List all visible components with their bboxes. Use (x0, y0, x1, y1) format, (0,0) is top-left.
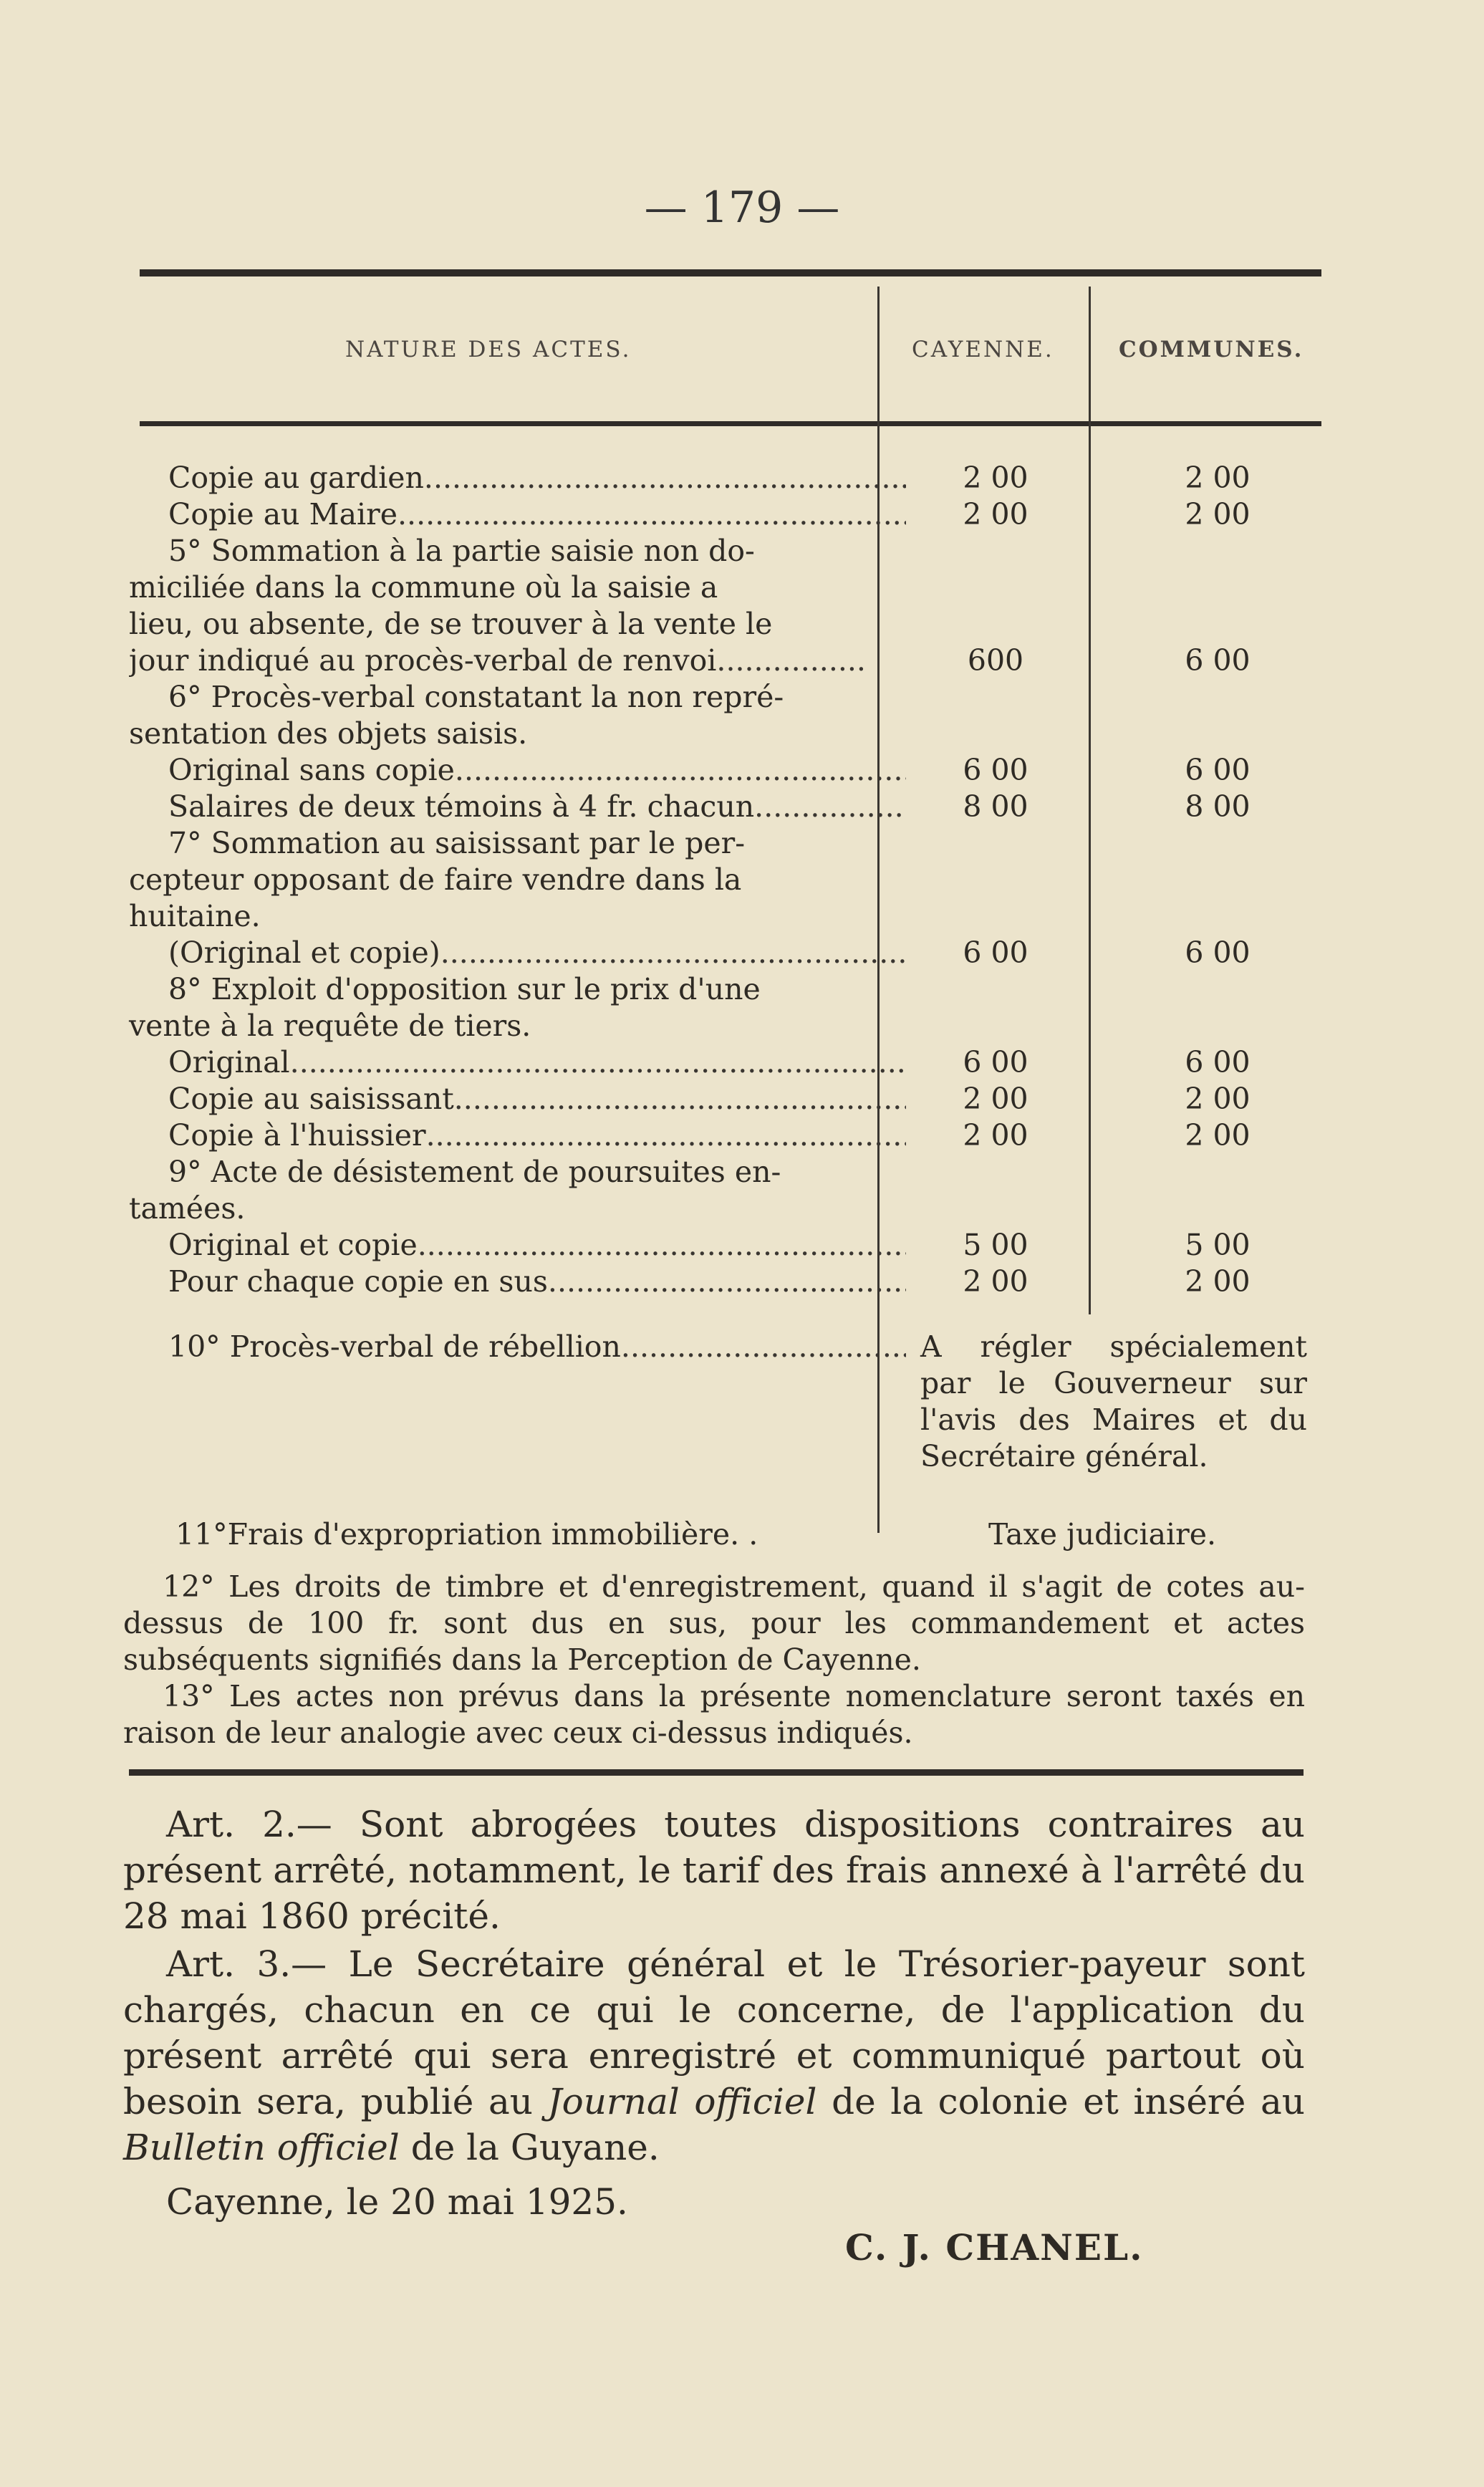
cayenne-value: 5 00 (963, 1228, 1028, 1262)
row-description: 7° Sommation au saisissant par le per- (168, 826, 746, 860)
leader-dots (621, 1329, 906, 1365)
row-description: lieu, ou absente, de se trouver à la vente le (129, 607, 773, 641)
communes-value: 2 00 (1185, 1082, 1251, 1116)
row-description: cepteur opposant de faire vendre dans la (129, 862, 742, 897)
row-description: Pour chaque copie en sus (168, 1264, 548, 1299)
expropriation-note: Taxe judiciaire. (988, 1517, 1217, 1552)
leader-dots (424, 460, 906, 496)
header-cayenne: CAYENNE. (912, 337, 1054, 362)
leader-dots (454, 1081, 906, 1117)
communes-value: 6 00 (1185, 1045, 1251, 1079)
row-description: Copie au Maire (168, 497, 398, 531)
communes-value: 2 00 (1185, 461, 1251, 495)
cayenne-value: 6 00 (963, 935, 1028, 970)
table-top-rule (140, 269, 1321, 276)
table-bottom-rule (129, 1769, 1304, 1776)
cayenne-value: 2 00 (963, 497, 1028, 531)
cayenne-value: 6 00 (963, 753, 1028, 787)
page-number: — 179 — (644, 183, 840, 233)
communes-value: 6 00 (1185, 753, 1251, 787)
row-description: tamées. (129, 1191, 246, 1226)
article-2: Art. 2.— Sont abrogées toutes dispositions contraires au présent arrêté, notamment, le tarif des frais annexé à l'arrêté du 28 mai 1860 précité. (123, 1804, 1305, 1937)
header-nature: NATURE DES ACTES. (345, 337, 632, 362)
cayenne-value: 600 (967, 643, 1024, 678)
bulletin-officiel: Bulletin officiel (123, 2127, 400, 2168)
leader-dots (548, 1264, 906, 1300)
row-description: Copie au gardien (168, 461, 424, 495)
row-description: Original sans copie (168, 753, 455, 787)
row-description: (Original et copie) (168, 935, 440, 970)
note-12: 12° Les droits de timbre et d'enregistrement, quand il s'agit de cotes au-dessus de 100 fr. sont dus en sus, pour les commandement et actes subséquents signifiés dans la Perception de Cayenne. (123, 1569, 1305, 1677)
header-communes: COMMUNES. (1119, 337, 1304, 362)
row-description: 11°Frais d'expropriation immobilière. . (175, 1517, 758, 1552)
row-description: 10° Procès-verbal de rébellion (168, 1329, 621, 1364)
note-13: 13° Les actes non prévus dans la présente nomenclature seront taxés en raison de leur analogie avec ceux ci-dessus indiqués. (123, 1679, 1305, 1750)
leader-dots (418, 1227, 906, 1264)
article-3-text: de la colonie et inséré au (816, 2081, 1305, 2122)
row-description: Salaires de deux témoins à 4 fr. chacun (168, 789, 755, 824)
date-line: Cayenne, le 20 mai 1925. (166, 2181, 628, 2223)
article-3 (123, 1941, 1305, 2170)
row-description: miciliée dans la commune où la saisie a (129, 570, 718, 605)
row-description: 9° Acte de désistement de poursuites en- (168, 1155, 781, 1189)
journal-officiel: Journal officiel (547, 2081, 817, 2122)
communes-value: 6 00 (1185, 935, 1251, 970)
cayenne-value: 2 00 (963, 1082, 1028, 1116)
row-description: 5° Sommation à la partie saisie non do- (168, 534, 755, 568)
leader-dots (440, 935, 906, 971)
communes-value: 2 00 (1185, 497, 1251, 531)
cayenne-value: 6 00 (963, 1045, 1028, 1079)
article-3-text: Art. 3.— Le Secrétaire général et le Trésorier-payeur sont chargés, chacun en ce qui le concerne, de l'application du présent arrêté qui sera enregistré et communiqué partout où besoin sera, publié au (123, 1943, 1305, 2122)
communes-value: 2 00 (1185, 1264, 1251, 1299)
leader-dots (455, 752, 906, 789)
row-description: 6° Procès-verbal constatant la non repré- (168, 680, 784, 714)
row-description: huitaine. (129, 899, 261, 933)
cayenne-value: 2 00 (963, 461, 1028, 495)
signature: C. J. CHANEL. (845, 2226, 1144, 2269)
article-3-text: de la Guyane. (399, 2127, 660, 2168)
row-description: Original (168, 1045, 290, 1079)
leader-dots (716, 643, 867, 679)
cayenne-value: 8 00 (963, 789, 1028, 824)
row-description: Original et copie (168, 1228, 418, 1262)
communes-value: 6 00 (1185, 643, 1251, 678)
leader-dots (290, 1044, 906, 1081)
cayenne-value: 2 00 (963, 1264, 1028, 1299)
row-description: sentation des objets saisis. (129, 716, 528, 751)
rebellion-note: A régler spécialement par le Gouverneur sur l'avis des Maires et du Secrétaire général. (920, 1329, 1307, 1473)
row-description: 8° Exploit d'opposition sur le prix d'une (168, 972, 761, 1006)
row-description: Copie à l'huissier (168, 1118, 426, 1153)
leader-dots (426, 1117, 906, 1154)
leader-dots (398, 496, 906, 533)
header-bottom-rule (140, 421, 1321, 426)
communes-value: 5 00 (1185, 1228, 1251, 1262)
leader-dots (754, 789, 906, 825)
cayenne-value: 2 00 (963, 1118, 1028, 1153)
row-description: Copie au saisissant (168, 1082, 454, 1116)
communes-value: 2 00 (1185, 1118, 1251, 1153)
row-description: vente à la requête de tiers. (129, 1009, 531, 1043)
communes-value: 8 00 (1185, 789, 1251, 824)
row-description: jour indiqué au procès-verbal de renvoi (129, 643, 717, 678)
